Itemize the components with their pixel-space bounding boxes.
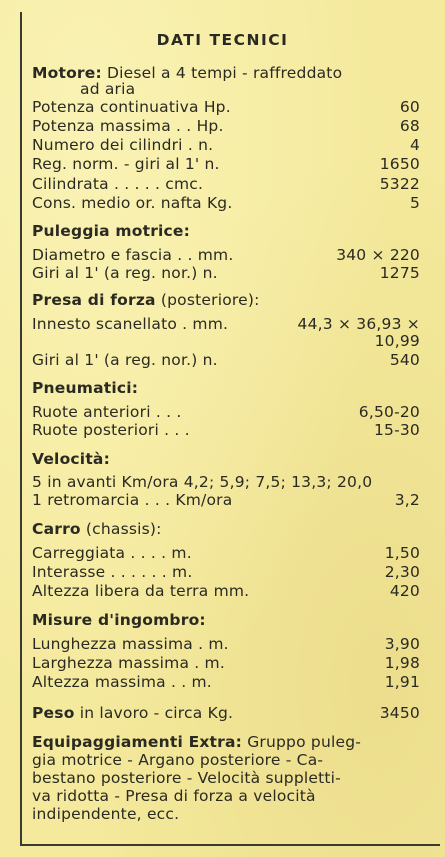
spec-value: 10,99 bbox=[374, 332, 420, 350]
spec-row-retromarcia bbox=[32, 491, 430, 510]
spec-row-numero-cilindri bbox=[32, 136, 430, 155]
peso-label-rest: in lavoro - circa Kg. bbox=[74, 704, 234, 722]
spec-label: Potenza continuativa Hp. bbox=[32, 98, 231, 116]
spec-value: 540 bbox=[389, 351, 420, 369]
spec-label: Cilindrata . . . . . cmc. bbox=[32, 175, 204, 193]
presa-heading bbox=[32, 291, 430, 310]
spec-label: Numero dei cilindri . n. bbox=[32, 136, 214, 154]
spec-row-diametro-fascia bbox=[32, 246, 430, 265]
extra-text: Gruppo puleg- bbox=[242, 733, 362, 751]
spec-label: Lunghezza massima . m. bbox=[32, 635, 229, 653]
spec-value: 5322 bbox=[379, 175, 420, 193]
spec-label: Diametro e fascia . . mm. bbox=[32, 246, 234, 264]
spec-row-lunghezza bbox=[32, 635, 430, 654]
extra-line-4: va ridotta - Presa di forza a velocità bbox=[32, 787, 316, 805]
spec-value: 60 bbox=[399, 98, 420, 116]
spec-value: 1,98 bbox=[384, 654, 420, 672]
spec-label: Ruote anteriori . . . bbox=[32, 403, 182, 421]
spec-label: Altezza massima . . m. bbox=[32, 673, 212, 691]
spec-row-carreggiata bbox=[32, 544, 430, 563]
spec-row-potenza-continuativa bbox=[32, 98, 430, 117]
extra-heading: Equipaggiamenti Extra: bbox=[32, 733, 243, 751]
motore-description-cont: ad aria bbox=[80, 80, 136, 98]
spec-row-avanti: 5 in avanti Km/ora 4,2; 5,9; 7,5; 13,3; 20,0 bbox=[32, 473, 373, 491]
spec-row-giri-presa bbox=[32, 351, 430, 370]
spec-label: Giri al 1' (a reg. nor.) n. bbox=[32, 264, 218, 282]
spec-value: 3,2 bbox=[394, 491, 420, 509]
spec-label: 1 retromarcia . . . Km/ora bbox=[32, 491, 233, 509]
spec-value: 340 × 220 bbox=[336, 246, 420, 264]
presa-heading-rest: (posteriore): bbox=[155, 291, 260, 309]
spec-value: 1650 bbox=[379, 155, 420, 173]
spec-row-cilindrata bbox=[32, 175, 430, 194]
spec-value: 6,50-20 bbox=[358, 403, 420, 421]
spec-label: Giri al 1' (a reg. nor.) n. bbox=[32, 351, 218, 369]
spec-label: Reg. norm. - giri al 1' n. bbox=[32, 155, 220, 173]
spec-value: 5 bbox=[409, 194, 420, 212]
spec-value: 3,90 bbox=[384, 635, 420, 653]
velocita-heading: Velocità: bbox=[32, 450, 110, 468]
spec-label: Interasse . . . . . . m. bbox=[32, 563, 193, 581]
peso-label-bold: Peso bbox=[32, 704, 75, 722]
spec-row-altezza-libera bbox=[32, 582, 430, 601]
presa-heading-bold: Presa di forza bbox=[32, 291, 156, 309]
puleggia-heading: Puleggia motrice: bbox=[32, 222, 191, 240]
pneumatici-heading: Pneumatici: bbox=[32, 379, 139, 397]
spec-label: Ruote posteriori . . . bbox=[32, 421, 190, 439]
spec-row-peso bbox=[32, 704, 430, 723]
extra-line-5: indipendente, ecc. bbox=[32, 805, 180, 823]
spec-value: 4 bbox=[409, 136, 420, 154]
spec-label: Altezza libera da terra mm. bbox=[32, 582, 250, 600]
spec-row-interasse bbox=[32, 563, 430, 582]
spec-row-ruote-posteriori bbox=[32, 421, 430, 440]
spec-label: Carreggiata . . . . m. bbox=[32, 544, 192, 562]
misure-heading: Misure d'ingombro: bbox=[32, 611, 206, 629]
spec-label: Innesto scanellato . mm. bbox=[32, 315, 229, 333]
spec-row-ruote-anteriori bbox=[32, 403, 430, 422]
carro-heading-bold: Carro bbox=[32, 520, 81, 538]
spec-value: 15-30 bbox=[373, 421, 420, 439]
spec-value: 1275 bbox=[379, 264, 420, 282]
page-title: DATI TECNICI bbox=[156, 31, 289, 49]
spec-row-larghezza bbox=[32, 654, 430, 673]
carro-heading-rest: (chassis): bbox=[80, 520, 162, 538]
spec-value: 44,3 × 36,93 × bbox=[297, 315, 420, 333]
spec-row-altezza bbox=[32, 673, 430, 692]
spec-value: 3450 bbox=[379, 704, 420, 722]
spec-label: Cons. medio or. nafta Kg. bbox=[32, 194, 233, 212]
spec-value: 2,30 bbox=[384, 563, 420, 581]
spec-value: 68 bbox=[399, 117, 420, 135]
extra-line-2: gia motrice - Argano posteriore - Ca- bbox=[32, 751, 324, 769]
motore-description: Diesel a 4 tempi - raffreddato bbox=[107, 64, 343, 82]
spec-value: 1,91 bbox=[384, 673, 420, 691]
spec-row-regime-normale bbox=[32, 155, 430, 174]
spec-label: Potenza massima . . Hp. bbox=[32, 117, 224, 135]
spec-label: Larghezza massima . m. bbox=[32, 654, 225, 672]
motore-heading: Motore: bbox=[32, 64, 102, 82]
extra-line-3: bestano posteriore - Velocità suppletti- bbox=[32, 769, 341, 787]
spec-value: 420 bbox=[389, 582, 420, 600]
spec-value: 1,50 bbox=[384, 544, 420, 562]
carro-heading bbox=[32, 520, 430, 539]
spec-row-innesto-cont bbox=[32, 332, 430, 351]
spec-row-giri-puleggia bbox=[32, 264, 430, 283]
spec-row-potenza-massima bbox=[32, 117, 430, 136]
spec-row-consumo bbox=[32, 194, 430, 213]
extra-line-1 bbox=[32, 733, 430, 752]
